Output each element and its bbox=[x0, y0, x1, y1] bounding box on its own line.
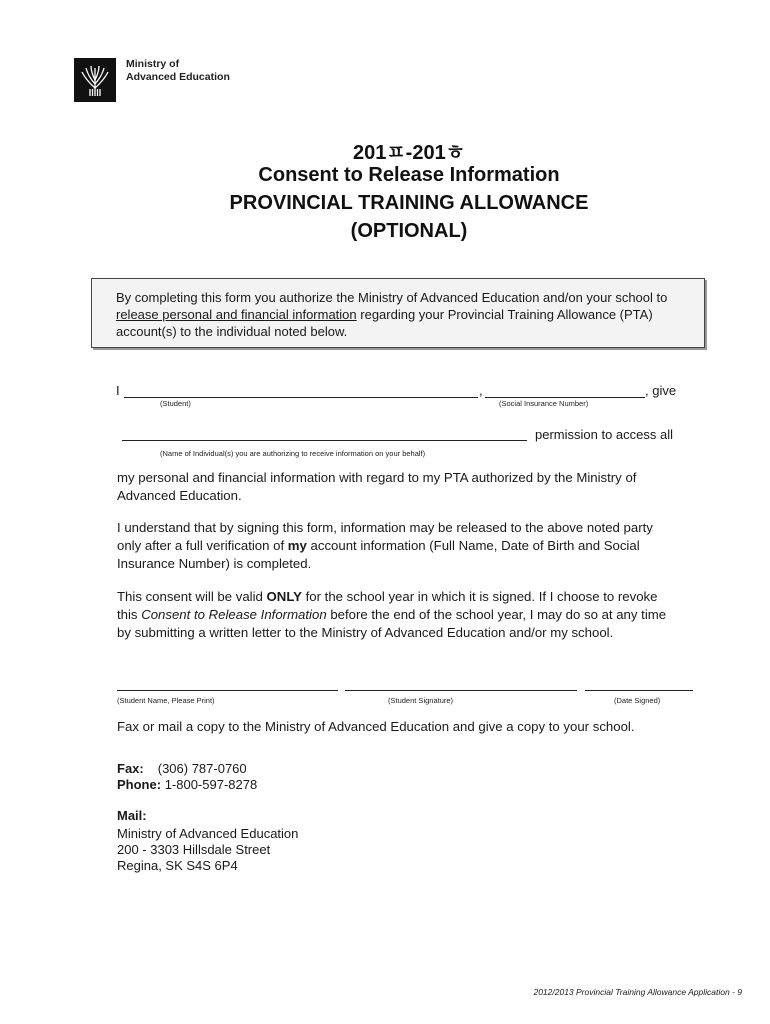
individual-caption: (Name of Individual(s) you are authorizing to receive information on your behalf) bbox=[160, 449, 426, 458]
prefix-i: I bbox=[116, 383, 120, 398]
paragraph-1: my personal and financial information with regard to my PTA authorized by the Ministry of Advanced Education. bbox=[117, 470, 637, 503]
phone-line bbox=[117, 777, 257, 792]
phone-number: 1-800-597-8278 bbox=[164, 777, 258, 792]
org-line-1: Ministry of bbox=[126, 58, 180, 70]
p2-part-a: I understand that by signing this form, information may be released to the above noted party only after a full verification of bbox=[117, 520, 653, 553]
p3-part-b: for the school year in which it is signed. If I choose to revoke this bbox=[117, 589, 658, 622]
p3-italic: Consent to Release Information bbox=[141, 607, 327, 622]
p3-part-a: This consent will be valid bbox=[117, 589, 267, 604]
mailing-address bbox=[117, 826, 298, 874]
give-text: , give bbox=[645, 383, 677, 398]
mail-label-text: Mail: bbox=[117, 808, 147, 823]
notice-underlined: release personal and financial information bbox=[116, 307, 357, 322]
title-year: 201ㅍ-201ㅎ bbox=[352, 142, 466, 164]
page-footer: 2012/2013 Provincial Training Allowance Application - 9 bbox=[533, 987, 742, 997]
student-signature-field[interactable] bbox=[345, 690, 577, 691]
date-signed-field[interactable] bbox=[585, 690, 693, 691]
sin-caption: (Social Insurance Number) bbox=[499, 399, 589, 408]
student-caption: (Student) bbox=[160, 399, 191, 408]
p2-bold: my bbox=[287, 538, 307, 553]
wheat-icon bbox=[74, 58, 116, 102]
student-name-field[interactable] bbox=[124, 397, 478, 398]
submission-instructions: Fax or mail a copy to the Ministry of Advanced Education and give a copy to your school. bbox=[117, 719, 635, 734]
sin-field[interactable] bbox=[485, 397, 645, 398]
organization-name bbox=[126, 58, 230, 84]
p2-part-b: account information (Full Name, Date of Birth and Social Insurance Number) is completed. bbox=[117, 538, 640, 571]
authorization-notice bbox=[91, 278, 705, 348]
notice-part-1: By completing this form you authorize the Ministry of Advanced Education and/on your school to bbox=[116, 290, 668, 305]
comma-separator: , bbox=[479, 383, 483, 398]
title-line-3: (OPTIONAL) bbox=[350, 220, 468, 242]
permission-text: permission to access all bbox=[535, 427, 673, 442]
mail-label bbox=[117, 808, 147, 823]
fax-number: (306) 787-0760 bbox=[157, 761, 247, 776]
student-print-name-field[interactable] bbox=[117, 690, 338, 691]
title-line-2: PROVINCIAL TRAINING ALLOWANCE bbox=[229, 192, 589, 214]
ministry-logo bbox=[74, 58, 116, 102]
fax-line bbox=[117, 761, 247, 776]
signature-caption: (Student Signature) bbox=[388, 696, 454, 705]
name-caption: (Student Name, Please Print) bbox=[117, 696, 215, 705]
address-line-2: 200 - 3303 Hillsdale Street bbox=[117, 842, 271, 857]
date-caption: (Date Signed) bbox=[614, 696, 661, 705]
org-line-2: Advanced Education bbox=[126, 71, 230, 83]
title-line-1: Consent to Release Information bbox=[258, 164, 560, 186]
phone-label: Phone: bbox=[117, 777, 162, 792]
paragraph-2 bbox=[117, 519, 677, 573]
p3-part-c: before the end of the school year, I may do so at any time by submitting a written letter to the Ministry of Advanced Education and/or my school. bbox=[117, 607, 667, 640]
address-line-3: Regina, SK S4S 6P4 bbox=[117, 858, 238, 873]
paragraph-3 bbox=[117, 588, 677, 642]
p3-bold: ONLY bbox=[266, 589, 302, 604]
notice-text bbox=[92, 279, 704, 340]
authorized-individual-field[interactable] bbox=[122, 440, 527, 441]
notice-part-2: regarding your Provincial Training Allowance (PTA) account(s) to the individual noted below. bbox=[116, 307, 653, 339]
fax-label: Fax: bbox=[117, 761, 144, 776]
address-line-1: Ministry of Advanced Education bbox=[117, 826, 299, 841]
